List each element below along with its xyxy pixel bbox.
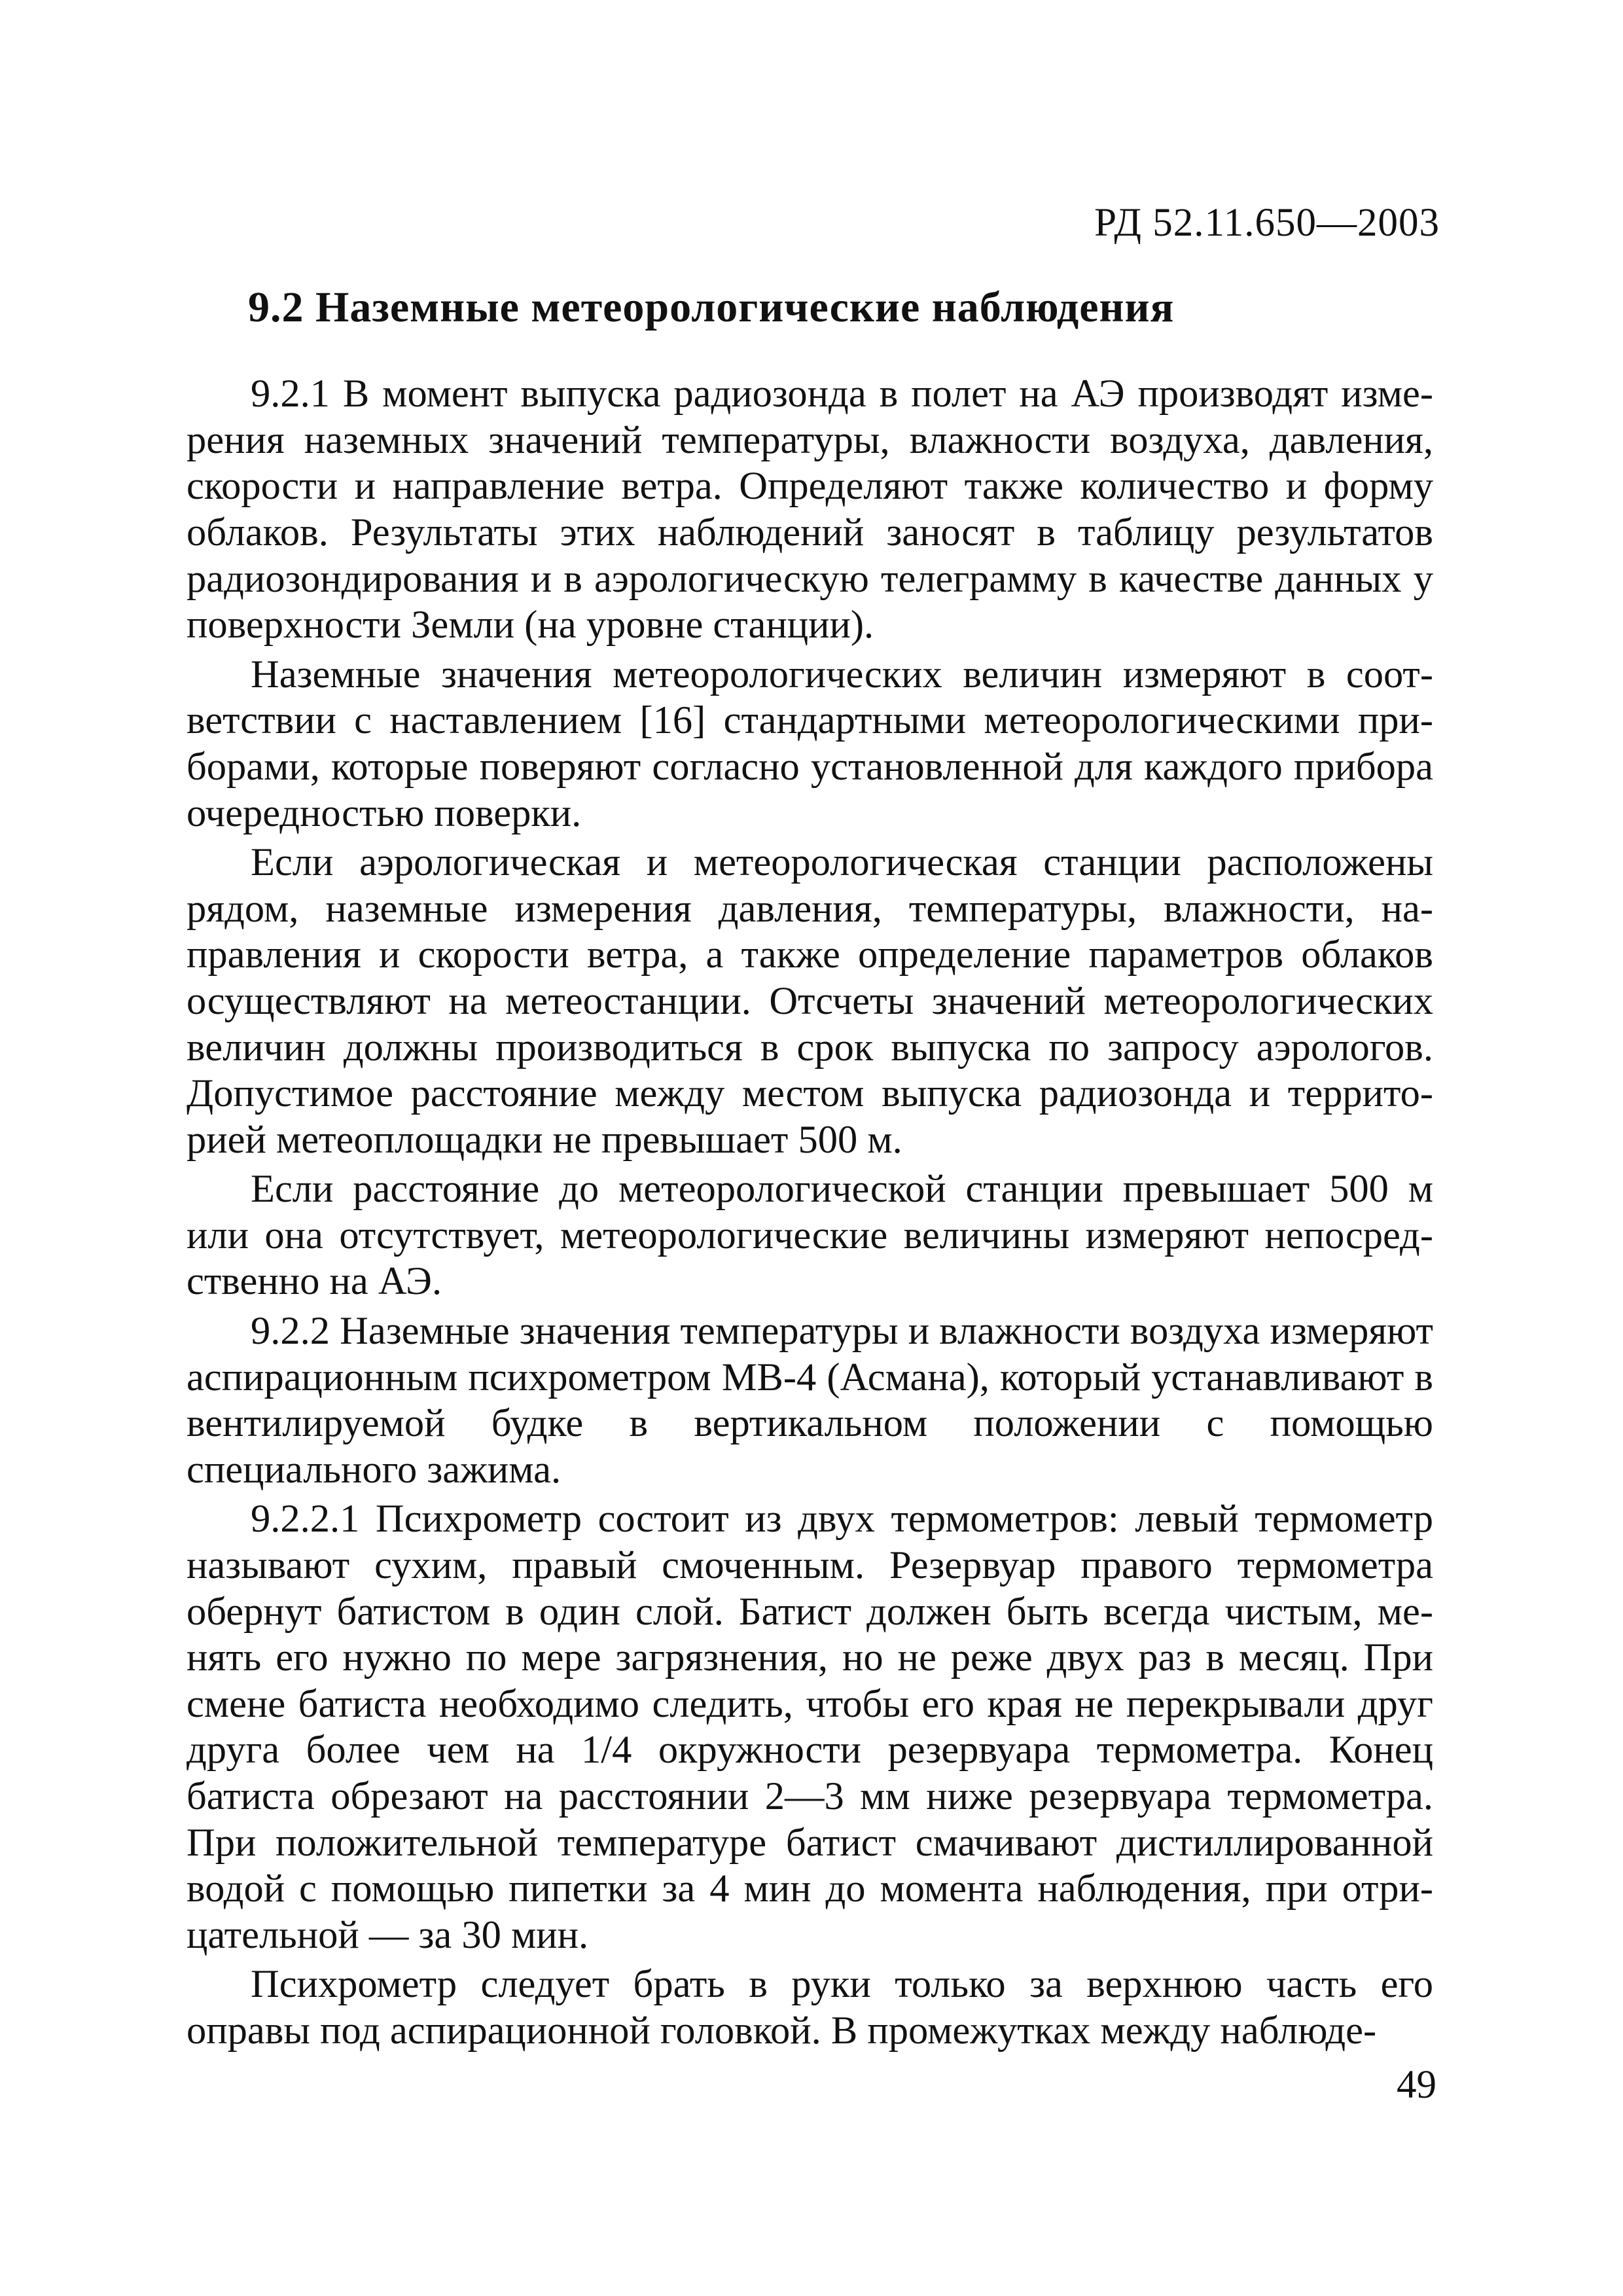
- paragraph: 9.2.2.1 Психрометр состоит из двух термометров: левый термометр называют сухим, правый смоченным. Резервуар правого термометра обернут батистом в один слой. Батист должен быть всегда чистым, менять его нужно по мере загрязнения, но не реже двух раз в месяц. При смене батиста необходимо следить, чтобы его края не перекрывали друг друга более чем на 1/4 окружности резервуара термометра. Конец батиста обрезают на расстоянии 2—3 мм ниже резервуара термометра. При положительной температуре батист смачивают дистиллированной водой с помощью пипетки за 4 мин до момента наблюдения, при отрицательной — за 30 мин.: [187, 1497, 1433, 1957]
- paragraph: Наземные значения метеорологических величин измеряют в соответствии с наставлением [16] стандартными метеорологическими приборами, которые поверяют согласно установленной для каждого прибора очередностью поверки.: [187, 652, 1433, 835]
- paragraph: Если аэрологическая и метеорологическая станции расположены рядом, наземные измерения давления, температуры, влажности, направления и скорости ветра, а также определение параметров облаков осуществляют на метеостанции. Отсчеты значений метеорологических величин должны производиться в срок выпуска по запросу аэрологов. Допустимое расстояние между местом выпуска радиозонда и территорией метеоплощадки не превышает 500 м.: [187, 840, 1433, 1162]
- paragraph: Психрометр следует брать в руки только за верхнюю часть его оправы под аспирационной головкой. В промежутках между наблюде-: [187, 1962, 1433, 2053]
- paragraph: 9.2.1 В момент выпуска радиозонда в полет на АЭ производят измерения наземных значений температуры, влажности воздуха, давления, скорости и направление ветра. Определяют также количество и форму облаков. Результаты этих наблюдений заносят в таблицу результатов радиозондирования и в аэрологическую телеграмму в качестве данных у поверхности Земли (на уровне станции).: [187, 372, 1433, 647]
- section-body: [187, 281, 1433, 2058]
- paragraph: 9.2.2 Наземные значения температуры и влажности воздуха измеряют аспирационным психрометром МВ-4 (Асмана), который устанавливают в вентилируемой будке в вертикальном положении с помощью специального зажима.: [187, 1309, 1433, 1492]
- paragraph: Если расстояние до метеорологической станции превышает 500 м или она отсутствует, метеорологические величины измеряют непосредственно на АЭ.: [187, 1167, 1433, 1304]
- section-heading: 9.2 Наземные метеорологические наблюдения: [248, 283, 1175, 331]
- document-code: РД 52.11.650—2003: [1094, 201, 1440, 245]
- page-number: 49: [1397, 2063, 1436, 2107]
